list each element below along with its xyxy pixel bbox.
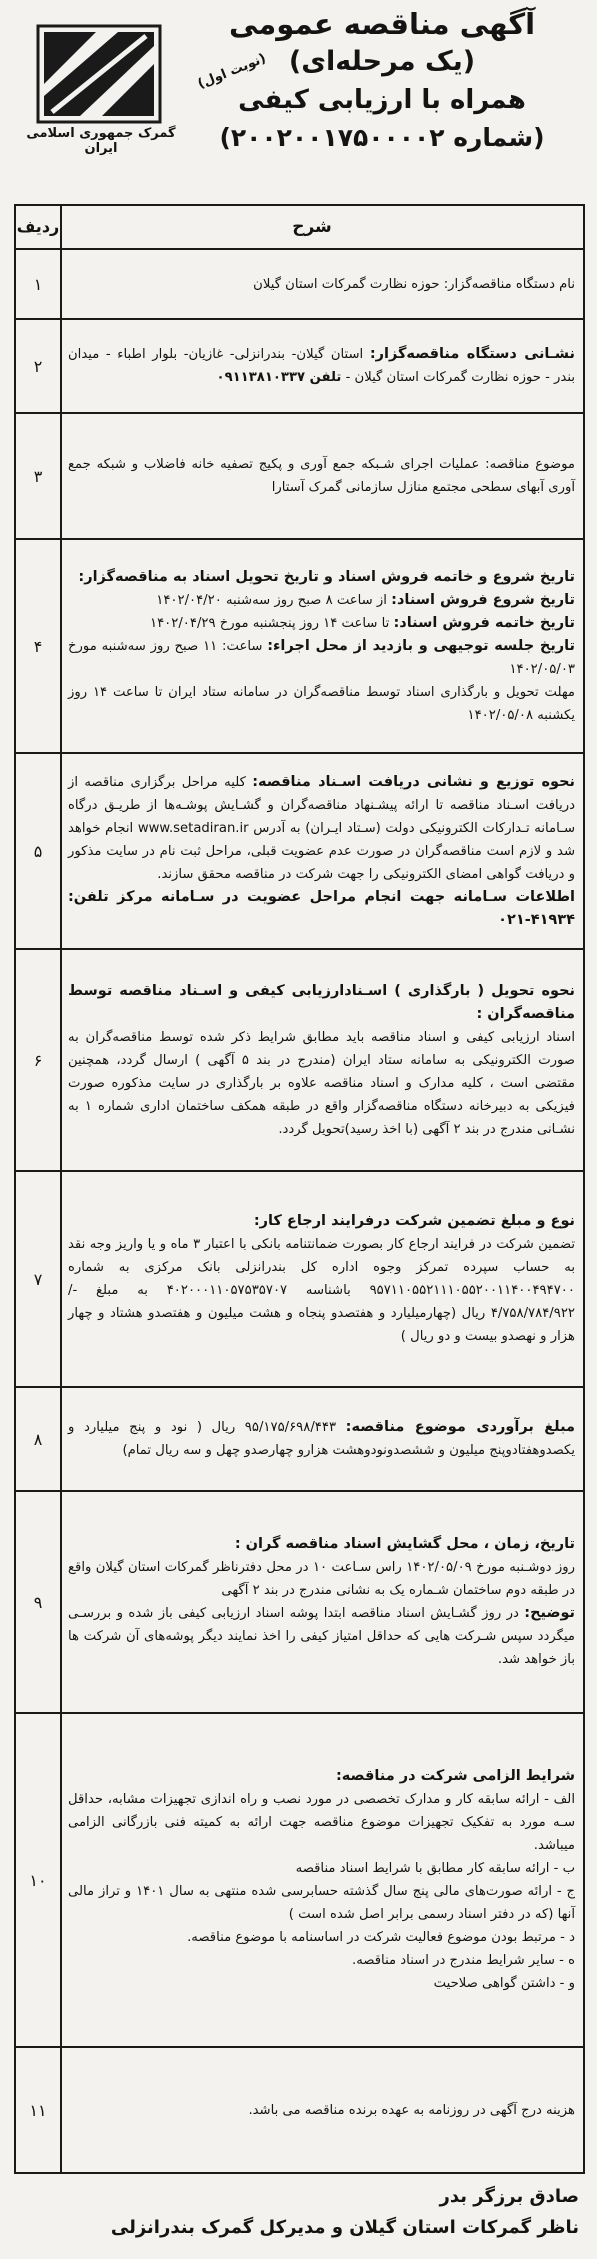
table-row	[16, 1172, 583, 1388]
row-text: کلیه مراحل برگزاری مناقصه از دریافت اسـناد مناقصه تا ارائه پیشـنهاد مناقصه‌گران و گشـایش پوشـه‌ها از طریـق درگاه سـامانه تـدارکات الکترونیکی دولت (سـتاد ایـران) به آدرس www.setadiran.ir انجام خواهد شد و لازم است مناقصه‌گران در صورت عدم عضویت قبلی، مراحل ثبت نام در سایت مذکور و دریافت گواهی امضای الکترونیکی را جهت شرکت در مناقصه محقق سازند.	[68, 774, 576, 882]
registration-info: اطلاعات سـامانه جهت انجام مراحل عضویت در سـامانه مرکز تلفن: ۴۱۹۳۴-۰۲۱	[68, 888, 575, 928]
customs-logo	[34, 22, 164, 126]
row-text: نام دستگاه مناقصه‌گزار: حوزه نظارت گمرکات استان گیلان	[253, 276, 575, 292]
row-heading: شرایط الزامی شرکت در مناقصه:	[335, 1768, 575, 1784]
title-line-1: آگهی مناقصه عمومی	[228, 7, 536, 41]
condition-item: د - مرتبط بودن موضوع فعالیت شرکت در اساسنامه با موضوع مناقصه.	[187, 1930, 575, 1945]
table-row	[16, 1492, 583, 1714]
notice-header	[0, 0, 597, 160]
note-label: توضیح:	[524, 1605, 575, 1621]
signer-name: صادق برزگر بدر	[439, 2186, 579, 2207]
table-row	[16, 414, 583, 540]
table-header	[16, 206, 583, 250]
sale-start-text: از ساعت ۸ صبح روز سه‌شنبه ۱۴۰۲/۰۴/۲۰	[156, 592, 392, 608]
row-number: ۵	[33, 841, 43, 861]
row-heading: نحوه تحویل ( بارگذاری ) اسـنادارزیابی کیفی و اسـناد مناقصه توسط مناقصه‌گران :	[68, 982, 575, 1022]
table-row	[16, 1388, 583, 1492]
col-desc-header: شرح	[292, 217, 332, 237]
row-number: ۸	[33, 1429, 43, 1449]
condition-item: ه - سایر شرایط مندرج در اسناد مناقصه.	[352, 1953, 575, 1968]
row-number: ۱	[33, 274, 43, 294]
row-number: ۶	[33, 1050, 43, 1070]
row-heading: تاریخ، زمان ، محل گشایش اسناد مناقصه گران :	[234, 1536, 575, 1552]
sale-end-text: تا ساعت ۱۴ روز پنجشنبه مورخ ۱۴۰۲/۰۴/۲۹	[150, 615, 394, 631]
row-number: ۴	[33, 636, 43, 656]
condition-item: ب - ارائه سابقه کار مطابق با شرایط اسناد مناقصه	[295, 1861, 575, 1876]
table-row	[16, 1714, 583, 2048]
row-number: ۷	[33, 1269, 43, 1289]
table-row	[16, 250, 583, 320]
row-number: ۱۰	[29, 1870, 47, 1890]
row-number: ۲	[33, 356, 43, 376]
condition-item: الف - ارائه سابقه کار و مدارک تخصصی در مورد نصب و راه اندازی تجهیزات مشابه، حداقل سـه مورد به تفکیک تجهیزات موضوع مناقصه جهت ارائه به کمیته فنی بازرگانی الزامی میباشد.	[68, 1792, 575, 1853]
table-row	[16, 540, 583, 754]
row-text: اسناد ارزیابی کیفی و اسناد مناقصه باید مطابق شرایط ذکر شده توسط مناقصه‌گران به صورت الکترونیکی به سامانه ستاد ایران (مندرج در بند ۵ آگهی ) ارسال گردد، همچنین مقتضی است ، کلیه مدارک و اسناد مناقصه علاوه بر بارگذاری در سایت مذکوره صورت فیزیکی به دبیرخانه دستگاه مناقصه‌گزار واقع در طبقه همکف ساختمان اداری شماره ۱ به نشـانی مندرج در بند ۲ آگهی (با اخذ رسید)تحویل گردد.	[68, 1029, 575, 1137]
briefing-label: تاریخ جلسه توجیهی و بازدید از محل اجراء:	[267, 637, 575, 654]
row-text: موضوع مناقصه: عملیات اجرای شـبکه جمع آوری و پکیج تصفیه خانه فاضلاب و شبکه جمع آوری آبهای سطحی مجتمع منازل سازمانی گمرک آستارا	[68, 457, 575, 495]
condition-item: ج - ارائه صورت‌های مالی پنج سال گذشته حسابرسی شده منتهی به سال ۱۴۰۱ و تراز مالی آنها (که در دفتر اسناد رسمی برابر اصل شده است )	[68, 1884, 576, 1922]
phone-text: تلفن ۰۹۱۱۳۸۱۰۳۳۷	[216, 370, 342, 385]
table-row	[16, 950, 583, 1172]
deadline-text: مهلت تحویل و بارگذاری اسناد توسط مناقصه‌گران در سامانه ستاد ایران تا ساعت ۱۴ روز یکشنبه ۱۴۰۲/۰۵/۰۸	[68, 684, 575, 723]
row-heading: تاریخ شروع و خاتمه فروش اسناد و تاریخ تحویل اسناد به مناقصه‌گزار:	[78, 568, 575, 585]
table-row	[16, 320, 583, 414]
tender-table	[14, 204, 585, 2174]
signature-block	[12, 2182, 583, 2244]
row-text: روز دوشـنبه مورخ ۱۴۰۲/۰۵/۰۹ راس سـاعت ۱۰ در محل دفترناظر گمرکات استان گیلان واقع در طبقه دوم ساختمان شـماره یک به نشانی مندرج در بند ۲ آگهی	[68, 1560, 575, 1598]
row-number: ۱۱	[29, 2100, 47, 2120]
condition-item: و - داشتن گواهی صلاحیت	[433, 1976, 575, 1991]
estimate-label: مبلغ برآوردی موضوع مناقصه:	[345, 1419, 576, 1435]
row-heading: نحوه توزیع و نشانی دریافت اسـناد مناقصه:	[252, 773, 575, 790]
estimate-text: ۹۵/۱۷۵/۶۹۸/۴۴۳ ریال ( نود و پنج میلیارد و یکصدوهفتادوپنج میلیون و ششصدونودوهشت هزارو چهارصدو چهل و سه ریال تمام)	[68, 1420, 575, 1458]
row-heading: نوع و مبلغ تضمین شرکت درفرایند ارجاع کار:	[253, 1213, 575, 1229]
sale-start-label: تاریخ شروع فروش اسناد:	[391, 591, 575, 608]
table-row	[16, 2048, 583, 2172]
row-text: تضمین شرکت در فرایند ارجاع کار بصورت ضمانتنامه بانکی با اعتبار ۳ ماه و یا واریز وجه نقد به حساب سپرده تمرکز وجوه اداره کل بندرانزلی بانک مرکزی به شماره ۹۵۷۱۱۰۵۵۲۱۱۱۰۵۵۲۰۰۱۱۴۰۰۴۹۴۷۰۰ باشناسه ۴۰۲۰۰۰۱۱۰۵۷۵۳۵۷۰۷ به مبلغ -/۴/۷۵۸/۷۸۴/۹۲۲ ریال (چهارمیلیارد و هفتصدو پنجاه و هشت میلیون و هفتصدو هشتاد و چهار هزار و نهصدو بیست و دو ریال )	[68, 1237, 576, 1344]
signer-position: ناظر گمرکات استان گیلان و مدیرکل گمرک بندرانزلی	[110, 2217, 579, 2238]
row-text: هزینه درج آگهی در روزنامه به عهده برنده مناقصه می باشد.	[248, 2102, 575, 2118]
customs-logo-icon	[34, 22, 164, 126]
org-name: گمرک جمهوری اسلامی ایران	[26, 126, 176, 156]
title-line-2: (یک مرحله‌ای)	[288, 46, 476, 77]
sale-end-label: تاریخ خاتمه فروش اسناد:	[393, 614, 575, 631]
note-text: در روز گشـایش اسناد مناقصه ابتدا پوشه اسناد ارزیابی کیفی باز شده و بررسـی میگردد سپس شـرکت هایی که حداقل امتیاز کیفی را اخذ نمایند دیگر پوشه‌های آن شرکت ها باز خواهد شد.	[68, 1606, 575, 1667]
tender-number: (شماره ۲۰۰۲۰۰۱۷۵۰۰۰۰۲)	[219, 123, 545, 152]
row-number: ۹	[33, 1592, 43, 1612]
round-note: (نوبت اول)	[195, 51, 269, 92]
address-text: استان گیلان- بندرانزلی- غازیان- بلوار اطباء - میدان بندر - حوزه نظارت گمرکات استان گیلان -	[68, 347, 575, 385]
title-line-3: همراه با ارزیابی کیفی	[238, 85, 526, 115]
address-label: نشـانی دستگاه مناقصه‌گزار:	[369, 346, 575, 362]
briefing-text: ساعت: ۱۱ صبح روز سه‌شنبه مورخ ۱۴۰۲/۰۵/۰۳	[68, 638, 575, 677]
col-num-header: ردیف	[16, 217, 60, 236]
notice-title-block	[177, 4, 587, 156]
row-number: ۳	[33, 466, 43, 486]
table-row	[16, 754, 583, 950]
